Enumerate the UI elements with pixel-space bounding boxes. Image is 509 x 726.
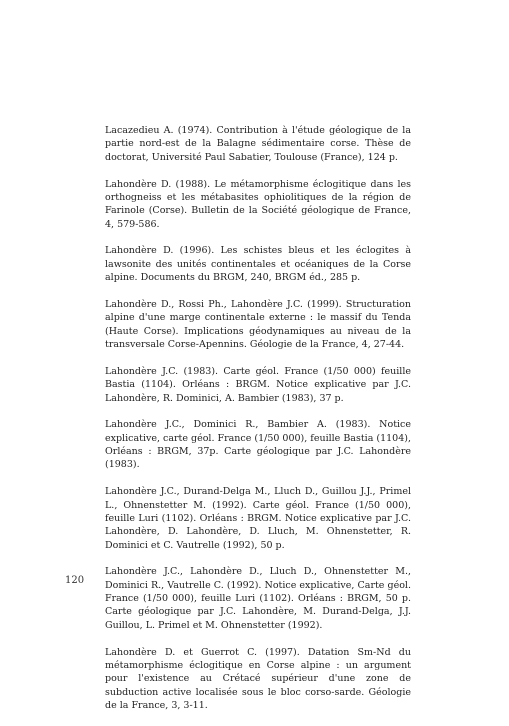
reference-entry: Lahondère D., Rossi Ph., Lahondère J.C. (1999). Structuration alpine d'une marge continentale externe : le massif du Tenda (Haute Corse). Implications géodynamiques au niveau de la transversale Corse-Apennins. Géologie de la France, 4, 27-44.: [105, 298, 411, 350]
reference-entry: Lahondère J.C., Durand-Delga M., Lluch D., Guillou J.J., Primel L., Ohnenstetter M. (1992). Carte géol. France (1/50 000), feuille Luri (1102). Orléans : BRGM. Notice explicative par J.C. Lahondère, D. Lahondère, D. Lluch, M. Ohnenstetter, R. Dominici et C. Vautrelle (1992), 50 p.: [105, 486, 411, 551]
reference-entry: Lahondère D. et Guerrot C. (1997). Datation Sm-Nd du métamorphisme éclogitique en Corse alpine : un argument pour l'existence au Crétacé supérieur d'une zone de subduction active localisée sous le bloc corso-sarde. Géologie de la France, 3, 3-11.: [105, 646, 411, 712]
reference-list: [105, 124, 411, 726]
reference-entry: Lahondère D. (1996). Les schistes bleus et les éclogites à lawsonite des unités continentales et océaniques de la Corse alpine. Documents du BRGM, 240, BRGM éd., 285 p.: [105, 245, 411, 284]
reference-entry: Lahondère J.C. (1983). Carte géol. France (1/50 000) feuille Bastia (1104). Orléans : BRGM. Notice explicative par J.C. Lahondère, R. Dominici, A. Bambier (1983), 37 p.: [105, 365, 411, 404]
reference-entry: Lahondère D. (1988). Le métamorphisme éclogitique dans les orthogneiss et les métabasites ophiolitiques de la région de Farinole (Corse). Bulletin de la Société géologique de France, 4, 579-586.: [105, 178, 411, 230]
reference-entry: Lahondère J.C., Lahondère D., Lluch D., Ohnenstetter M., Dominici R., Vautrelle C. (1992). Notice explicative, Carte géol. France (1/50 000), feuille Luri (1102). Orléans : BRGM, 50 p. Carte géologique par J.C. Lahondère, M. Durand-Delga, J.J. Guillou, L. Primel et M. Ohnenstetter (1992).: [105, 566, 411, 631]
page-number: 120: [65, 575, 85, 586]
reference-entry: Lacazedieu A. (1974). Contribution à l'étude géologique de la partie nord-est de la Balagne sédimentaire corse. Thèse de doctorat, Université Paul Sabatier, Toulouse (France), 124 p.: [105, 125, 411, 163]
reference-entry: Lahondère J.C., Dominici R., Bambier A. (1983). Notice explicative, carte géol. France (1/50 000), feuille Bastia (1104), Orléans : BRGM, 37p. Carte géologique par J.C. Lahondère (1983).: [105, 419, 411, 471]
